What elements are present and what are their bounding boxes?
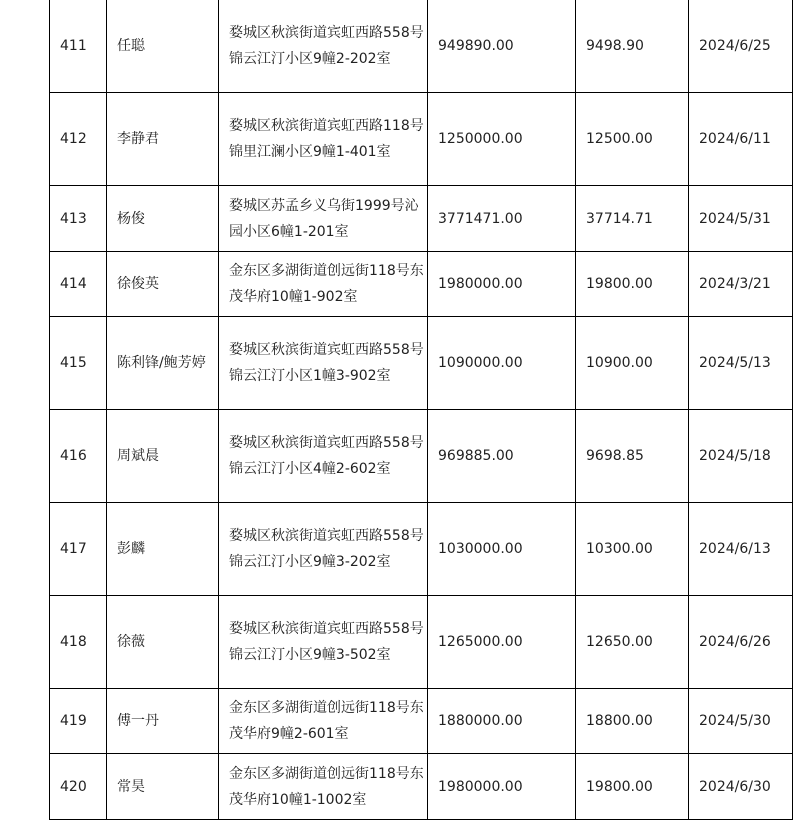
cell-address: 婺城区苏孟乡义乌街1999号沁园小区6幢1-201室 xyxy=(219,186,428,252)
cell-address: 金东区多湖街道创远街118号东茂华府9幢2-601室 xyxy=(219,689,428,754)
table-row xyxy=(50,754,793,820)
cell-address: 婺城区秋滨街道宾虹西路558号锦云江汀小区9幢3-502室 xyxy=(219,596,428,689)
cell-address: 婺城区秋滨街道宾虹西路558号锦云江汀小区1幢3-902室 xyxy=(219,317,428,410)
cell-name: 李静君 xyxy=(107,93,219,186)
cell-price: 1030000.00 xyxy=(428,503,576,596)
cell-number: 419 xyxy=(50,689,107,754)
cell-number: 417 xyxy=(50,503,107,596)
cell-price: 1265000.00 xyxy=(428,596,576,689)
cell-date: 2024/6/30 xyxy=(689,754,793,820)
cell-price: 1090000.00 xyxy=(428,317,576,410)
cell-name: 周斌晨 xyxy=(107,410,219,503)
table-row xyxy=(50,317,793,410)
cell-fee: 12500.00 xyxy=(576,93,689,186)
cell-price: 3771471.00 xyxy=(428,186,576,252)
cell-date: 2024/6/13 xyxy=(689,503,793,596)
cell-price: 949890.00 xyxy=(428,0,576,93)
cell-address: 婺城区秋滨街道宾虹西路558号锦云江汀小区9幢3-202室 xyxy=(219,503,428,596)
table-row xyxy=(50,0,793,93)
cell-number: 413 xyxy=(50,186,107,252)
cell-date: 2024/6/11 xyxy=(689,93,793,186)
cell-name: 徐俊英 xyxy=(107,252,219,317)
cell-number: 420 xyxy=(50,754,107,820)
cell-fee: 19800.00 xyxy=(576,252,689,317)
cell-fee: 37714.71 xyxy=(576,186,689,252)
cell-price: 1980000.00 xyxy=(428,252,576,317)
cell-fee: 18800.00 xyxy=(576,689,689,754)
cell-name: 常昊 xyxy=(107,754,219,820)
cell-fee: 10300.00 xyxy=(576,503,689,596)
cell-fee: 9498.90 xyxy=(576,0,689,93)
cell-price: 1980000.00 xyxy=(428,754,576,820)
cell-address: 婺城区秋滨街道宾虹西路118号锦里江澜小区9幢1-401室 xyxy=(219,93,428,186)
cell-price: 1250000.00 xyxy=(428,93,576,186)
cell-date: 2024/5/13 xyxy=(689,317,793,410)
table-row xyxy=(50,689,793,754)
records-table xyxy=(49,0,793,820)
cell-address: 婺城区秋滨街道宾虹西路558号锦云江汀小区4幢2-602室 xyxy=(219,410,428,503)
cell-name: 彭麟 xyxy=(107,503,219,596)
cell-address: 金东区多湖街道创远街118号东茂华府10幢1-902室 xyxy=(219,252,428,317)
table-row xyxy=(50,186,793,252)
cell-price: 969885.00 xyxy=(428,410,576,503)
cell-date: 2024/6/25 xyxy=(689,0,793,93)
cell-name: 任聪 xyxy=(107,0,219,93)
cell-name: 傅一丹 xyxy=(107,689,219,754)
cell-date: 2024/5/30 xyxy=(689,689,793,754)
cell-date: 2024/3/21 xyxy=(689,252,793,317)
cell-number: 418 xyxy=(50,596,107,689)
records-table-body xyxy=(50,0,793,820)
table-row xyxy=(50,93,793,186)
cell-name: 徐薇 xyxy=(107,596,219,689)
cell-date: 2024/5/18 xyxy=(689,410,793,503)
cell-address: 婺城区秋滨街道宾虹西路558号锦云江汀小区9幢2-202室 xyxy=(219,0,428,93)
cell-number: 412 xyxy=(50,93,107,186)
cell-number: 414 xyxy=(50,252,107,317)
cell-address: 金东区多湖街道创远街118号东茂华府10幢1-1002室 xyxy=(219,754,428,820)
cell-name: 陈利锋/鲍芳婷 xyxy=(107,317,219,410)
cell-fee: 12650.00 xyxy=(576,596,689,689)
cell-date: 2024/6/26 xyxy=(689,596,793,689)
table-row xyxy=(50,503,793,596)
cell-fee: 9698.85 xyxy=(576,410,689,503)
table-row xyxy=(50,596,793,689)
cell-number: 416 xyxy=(50,410,107,503)
cell-fee: 19800.00 xyxy=(576,754,689,820)
table-row xyxy=(50,252,793,317)
cell-price: 1880000.00 xyxy=(428,689,576,754)
table-row xyxy=(50,410,793,503)
cell-date: 2024/5/31 xyxy=(689,186,793,252)
cell-number: 411 xyxy=(50,0,107,93)
cell-number: 415 xyxy=(50,317,107,410)
cell-fee: 10900.00 xyxy=(576,317,689,410)
cell-name: 杨俊 xyxy=(107,186,219,252)
